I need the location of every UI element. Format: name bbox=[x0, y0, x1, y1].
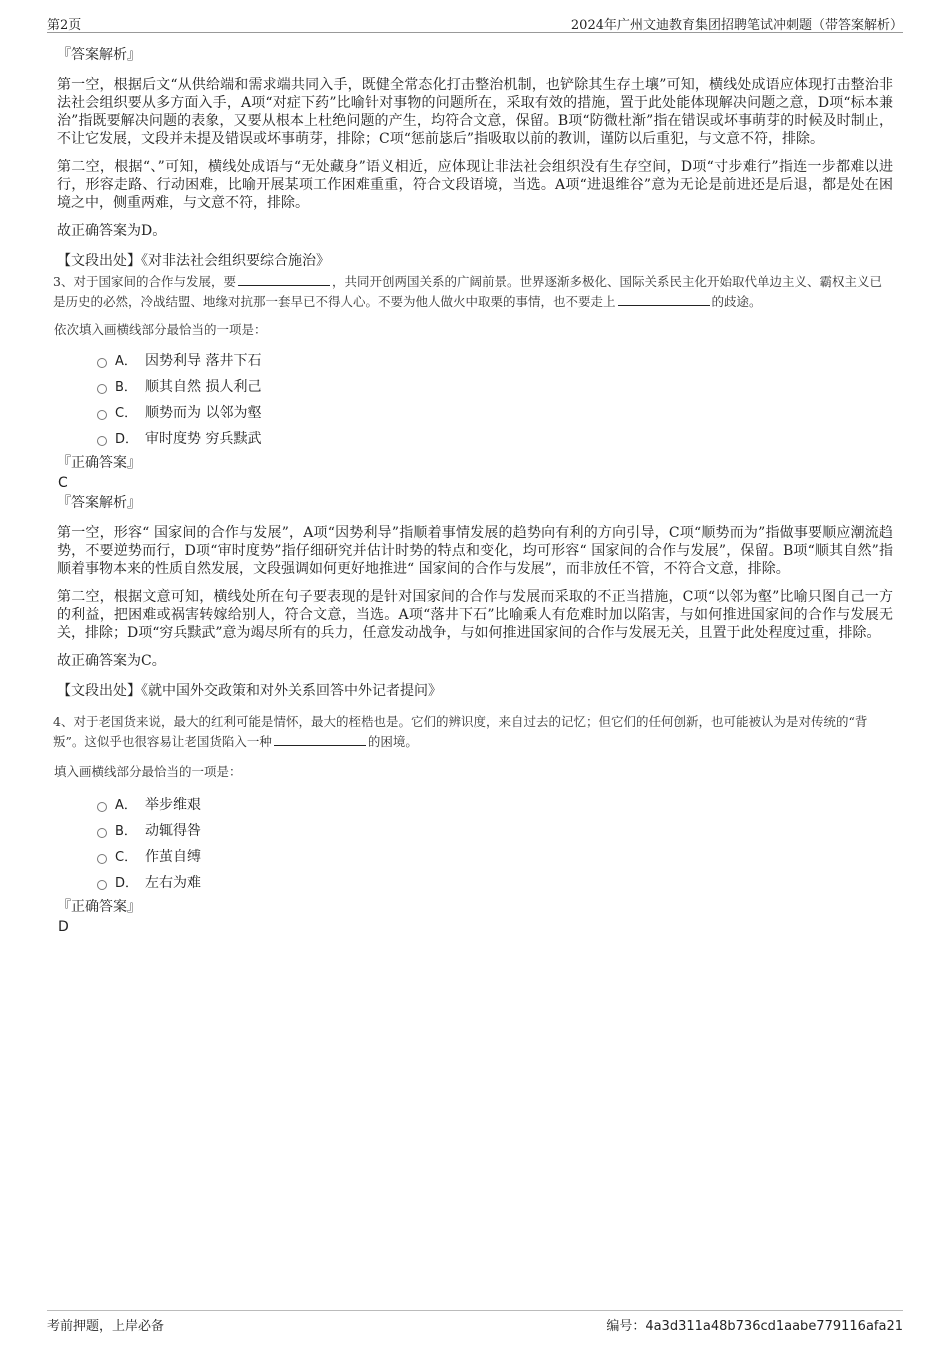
q3-options bbox=[57, 348, 893, 452]
q3-option-b[interactable]: B． 顺其自然 损人利己 bbox=[57, 374, 893, 400]
radio-button[interactable] bbox=[97, 828, 107, 838]
q4-blank-1 bbox=[274, 733, 366, 746]
q2-analysis-paragraph-1: 第一空，根据后文“从供给端和需求端共同入手，既健全常态化打击整治机制，也铲除其生存土壤”可知，横线处成语应体现打击整治非法社会组织要从多方面入手，A项“对症下药”比喻针对事物的问题所在，采取有效的措施，置于此处能体现解决问题之意，D项“标本兼治”指既要解决问题的表象，又要从根本上杜绝问题的产生，均符合文意，保留。B项“防微杜渐”指在错误或坏事萌芽的时候及时制止，不让它发展，文段并未提及错误或坏事萌芽，排除；C项“惩前毖后”指吸取以前的教训，谨防以后重犯，与文意不符，排除。 bbox=[57, 77, 893, 147]
q2-conclusion: 故正确答案为D。 bbox=[57, 223, 167, 239]
footer-serial: 编号：4a3d311a48b736cd1aabe779116afa21 bbox=[606, 1319, 903, 1334]
q3-correct-label: 『正确答案』 bbox=[57, 455, 141, 471]
q4-question: 4、对于老国货来说，最大的红利可能是情怀，最大的桎梏也是。它们的辨识度，来自过去的记忆；但它们的任何创新，也可能被认为是对传统的“背叛”。这似乎也很容易让老国货陷入一种 的困境。 bbox=[53, 714, 868, 749]
page-header bbox=[47, 12, 903, 33]
radio-button[interactable] bbox=[97, 384, 107, 394]
page-footer bbox=[47, 1310, 903, 1333]
footer-slogan: 考前押题，上岸必备 bbox=[47, 1319, 165, 1334]
q3-blank-1 bbox=[238, 273, 330, 286]
q4-correct-label: 『正确答案』 bbox=[57, 899, 141, 915]
q3-blank-2 bbox=[618, 293, 710, 306]
q3-conclusion: 故正确答案为C。 bbox=[57, 653, 166, 669]
radio-button[interactable] bbox=[97, 880, 107, 890]
document-title: 2024年广州文迪教育集团招聘笔试冲刺题（带答案解析） bbox=[570, 18, 903, 33]
page-number: 第2页 bbox=[47, 18, 82, 33]
q4-option-b[interactable]: B． 动辄得咎 bbox=[57, 818, 893, 844]
q3-correct-answer: C bbox=[58, 475, 68, 491]
q4-options bbox=[57, 792, 893, 896]
q2-source: 【文段出处】《对非法社会组织要综合施治》 bbox=[57, 253, 330, 269]
q4-option-c[interactable]: C． 作茧自缚 bbox=[57, 844, 893, 870]
q3-option-d[interactable]: D． 审时度势 穷兵黩武 bbox=[57, 426, 893, 452]
radio-button[interactable] bbox=[97, 854, 107, 864]
radio-button[interactable] bbox=[97, 410, 107, 420]
radio-button[interactable] bbox=[97, 358, 107, 368]
page-content bbox=[53, 44, 893, 936]
q4-prompt: 填入画横线部分最恰当的一项是： bbox=[54, 764, 242, 779]
q3-option-c[interactable]: C． 顺势而为 以邻为壑 bbox=[57, 400, 893, 426]
q3-analysis-paragraph-2: 第二空，根据文意可知，横线处所在句子要表现的是针对国家间的合作与发展而采取的不正当措施，C项“以邻为壑”比喻只图自己一方的利益，把困难或祸害转嫁给别人，符合文意，当选。A项“落井下石”比喻乘人有危难时加以陷害，与如何推进国家间的合作与发展无关，排除；D项“穷兵黩武”意为竭尽所有的兵力，任意发动战争，与如何推进国家间的合作与发展无关，且置于此处程度过重，排除。 bbox=[57, 589, 893, 641]
q4-option-d[interactable]: D． 左右为难 bbox=[57, 870, 893, 896]
q4-correct-answer: D bbox=[58, 919, 69, 935]
q3-source: 【文段出处】《就中国外交政策和对外关系回答中外记者提问》 bbox=[57, 683, 442, 699]
q3-analysis-paragraph-1: 第一空，形容“ 国家间的合作与发展”，A项“因势利导”指顺着事情发展的趋势向有利的方向引导，C项“顺势而为”指做事要顺应潮流趋势，不要逆势而行，D项“审时度势”指仔细研究并估计时势的特点和变化，均可形容“ 国家间的合作与发展”，保留。B项“顺其自然”指顺着事物本来的性质自然发展，文段强调如何更好地推进“ 国家间的合作与发展”，而非放任不管，不符合文意，排除。 bbox=[57, 525, 893, 577]
radio-button[interactable] bbox=[97, 802, 107, 812]
q3-analysis-label: 『答案解析』 bbox=[57, 495, 141, 511]
q4-option-a[interactable]: A． 举步维艰 bbox=[57, 792, 893, 818]
q2-analysis-label: 『答案解析』 bbox=[57, 47, 141, 63]
radio-button[interactable] bbox=[97, 436, 107, 446]
q3-question: 3、对于国家间的合作与发展，要 ，共同开创两国关系的广阔前景。世界逐渐多极化、国际关系民主化开始取代单边主义、霸权主义已是历史的必然，冷战结盟、地缘对抗那一套早已不得人心。不要为他人做火中取栗的事情，也不要走上 的歧途。 bbox=[53, 274, 882, 309]
q3-prompt: 依次填入画横线部分最恰当的一项是： bbox=[54, 322, 267, 337]
q2-analysis-paragraph-2: 第二空，根据“、”可知，横线处成语与“无处藏身”语义相近，应体现让非法社会组织没有生存空间，D项“寸步难行”指连一步都难以进行，形容走路、行动困难，比喻开展某项工作困难重重，符合文段语境，当选。A项“进退维谷”意为无论是前进还是后退，都是处在困境之中，侧重两难，与文意不符，排除。 bbox=[57, 159, 893, 211]
q3-option-a[interactable]: A． 因势利导 落井下石 bbox=[57, 348, 893, 374]
